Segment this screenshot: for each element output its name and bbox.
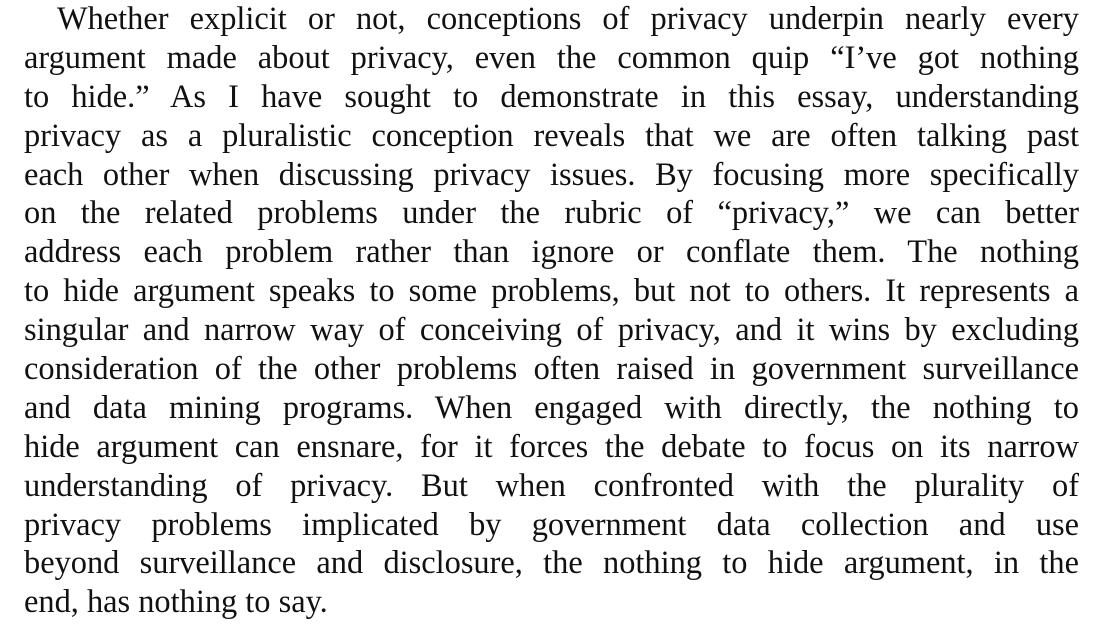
text-line: argument made about privacy, even the common quip “I’ve got nothing [24,39,1079,76]
text-line: address each problem rather than ignore or conflate them. The nothing [24,234,1079,271]
text-line: hide argument can ensnare, for it forces the debate to focus on its narrow [24,428,1079,465]
text-line: and data mining programs. When engaged with directly, the nothing to [24,389,1079,426]
text-line: end, has nothing to say. [24,584,328,621]
text-line: understanding of privacy. But when confronted with the plurality of [24,467,1079,504]
text-line: each other when discussing privacy issues. By focusing more specifically [24,156,1079,193]
text-line: beyond surveillance and disclosure, the nothing to hide argument, in the [24,545,1079,582]
text-line: to hide argument speaks to some problems, but not to others. It represents a [24,273,1079,310]
text-line: Whether explicit or not, conceptions of privacy underpin nearly every [57,1,1079,37]
text-line: on the related problems under the rubric of “privacy,” we can better [24,195,1079,232]
text-line: singular and narrow way of conceiving of privacy, and it wins by excluding [24,312,1079,349]
text-line: privacy problems implicated by government data collection and use [24,506,1079,543]
essay-paragraph [24,0,1079,622]
text-line: privacy as a pluralistic conception reveals that we are often talking past [24,117,1079,154]
text-line: to hide.” As I have sought to demonstrate in this essay, understanding [24,78,1079,115]
text-line: consideration of the other problems often raised in government surveillance [24,351,1079,388]
